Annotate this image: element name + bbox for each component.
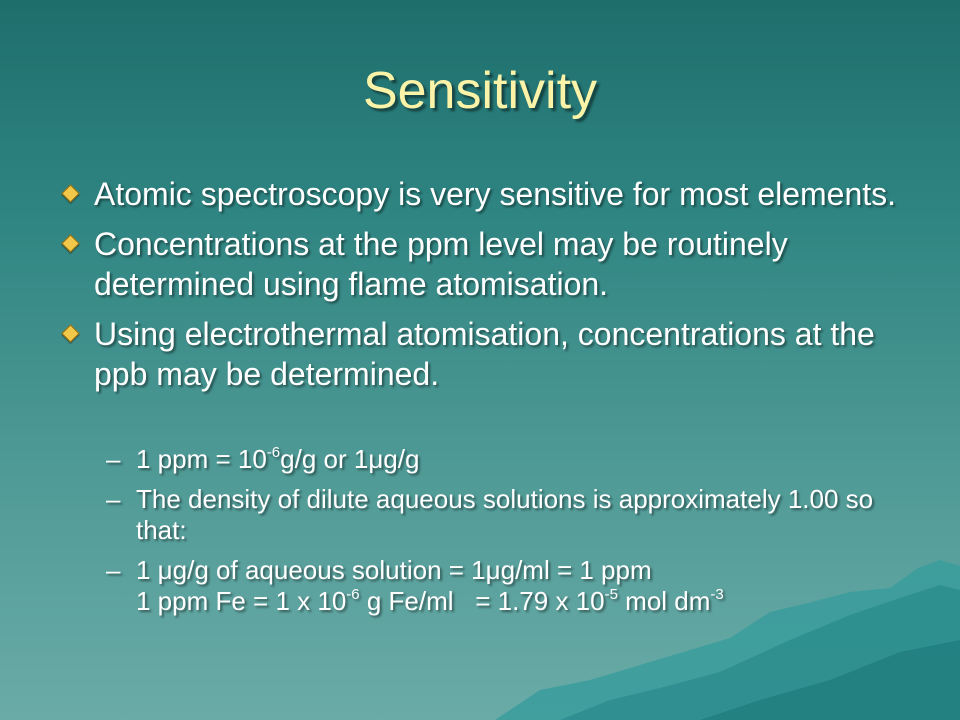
diamond-bullet-icon (61, 184, 79, 202)
ppm-definition-text: g/g or 1μg/g (280, 444, 420, 474)
exponent: -3 (710, 586, 724, 603)
iron-conversion-line (136, 586, 906, 617)
bullet-text: Concentrations at the ppm level may be routinely determined using flame atomisation. (94, 226, 788, 302)
exponent: -5 (604, 586, 618, 603)
density-text: The density of dilute aqueous solutions is approximately 1.00 so that: (136, 484, 874, 545)
conversion-text: g Fe/ml = 1.79 x 10 (359, 586, 605, 616)
exponent: -6 (346, 586, 360, 603)
sub-bullet-item (106, 484, 906, 546)
bullet-text: Using electrothermal atomisation, concentrations at the ppb may be determined. (94, 316, 875, 392)
bullet-list (60, 174, 920, 404)
sub-bullet-item (106, 555, 906, 617)
ppm-definition-text: 1 ppm = 10 (136, 444, 267, 474)
conversion-line: 1 μg/g of aqueous solution = 1μg/ml = 1 ppm (136, 555, 652, 585)
dash-marker: – (106, 444, 121, 474)
sub-bullet-item (106, 444, 906, 475)
diamond-bullet-icon (61, 324, 79, 342)
dash-marker: – (106, 484, 121, 514)
bullet-item (60, 174, 920, 214)
conversion-text: 1 ppm Fe = 1 x 10 (136, 586, 347, 616)
bullet-item (60, 314, 920, 394)
exponent: -6 (266, 444, 281, 461)
diamond-bullet-icon (61, 234, 79, 252)
dash-marker: – (106, 555, 121, 585)
bullet-text: Atomic spectroscopy is very sensitive for most elements. (94, 176, 897, 212)
bullet-item (60, 224, 920, 304)
slide-title: Sensitivity (362, 62, 598, 120)
sub-bullet-list (106, 444, 906, 626)
conversion-text: mol dm (617, 586, 711, 616)
